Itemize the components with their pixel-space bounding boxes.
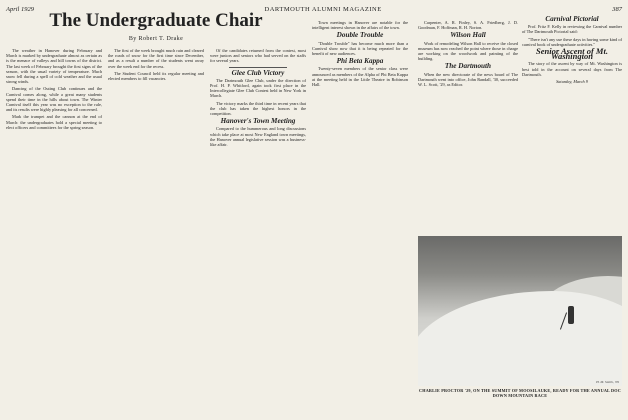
photo-caption: CHARLIE PROCTOR '29, ON THE SUMMIT OF MOOSILAUKE, READY FOR THE ANNUAL DOC DOWN MOUNTAIN RACE	[419, 388, 621, 398]
paragraph: The Student Council held its regular meeting and elected members to fill vacancies.	[108, 70, 204, 82]
paragraph: When the new directorate of the news board of The Dartmouth went into office, John Randall, '30, succeeded W. L. Scott, '29, as Editor.	[418, 71, 518, 88]
paragraph: Carpenter, A. R. Finley, S. A. Friedberg, J. D. Goodman, F. Hoffman, R. H. Norton.	[418, 20, 518, 31]
section-heading-town-meeting: Hanover's Town Meeting	[220, 117, 296, 126]
article-title: The Undergraduate Chair	[49, 10, 263, 31]
paragraph: The weather in Hanover during February and March is marked by undergraduate almost as certain as is the menace of valleys and hill towns of the district. The last week of February brought the first signs of the season, with the usual variety of temperature. Much snow fell during a spell of cold weather and the usual strong winds.	[6, 48, 102, 85]
column-3	[210, 48, 306, 149]
photo-credit: H. M. Smith, '09	[596, 380, 619, 384]
section-heading-senior-ascent: Senior Ascent of Mt. Washington	[536, 46, 608, 62]
paragraph: "There isn't any use these days in having some kind of carnival book of undergraduate activities."	[522, 36, 622, 47]
skier-photo	[418, 236, 622, 386]
column-4	[312, 20, 408, 89]
dateline: Saturday, March 9	[556, 79, 588, 85]
skier-figure	[568, 306, 574, 324]
paragraph: The first of the week brought much rain and cleared the roads of snow for the first time since December, and as a result a number of the students went away over the week end for the recess.	[108, 48, 204, 69]
paragraph: The victory marks the third time in recent years that the club has taken the highest honors in the competition.	[210, 100, 306, 117]
paragraph: Of the candidates returned from the contest, most were juniors and seniors who had served on the staffs for several years.	[210, 48, 306, 64]
page-number: 387	[612, 6, 622, 13]
section-heading-glee-club: Glee Club Victory	[231, 68, 285, 77]
column-5	[418, 20, 518, 89]
section-heading-wilson-hall: Wilson Hall	[450, 31, 486, 40]
paragraph: "Double Trouble" has become much more than a Carnival show now that it is being repeated for the benefit of new audiences.	[312, 40, 408, 57]
paragraph: Work of remodeling Wilson Hall to receive the closed museum has now reached the point where those in charge are working on the woodwork and painting of the building.	[418, 40, 518, 62]
section-heading-phi-beta-kappa: Phi Beta Kappa	[336, 57, 384, 66]
magazine-name: DARTMOUTH ALUMNI MAGAZINE	[264, 6, 382, 13]
section-heading-the-dartmouth: The Dartmouth	[444, 62, 492, 71]
paragraph: The Dartmouth Glee Club, under the direction of Prof. H. P. Whitford, again took first place in the Intercollegiate Glee Club Contest held in New York in March.	[210, 77, 306, 99]
paragraph: The story of the ascent by way of Mt. Washington is best told in the account on several days from The Dartmouth.	[522, 61, 622, 77]
column-6	[522, 14, 622, 86]
paragraph: Twenty-seven members of the senior class were announced as members of the Alpha of Phi Beta Kappa at the meeting held in the Little Theatre in Robinson Hall.	[312, 66, 408, 88]
section-heading-carnival-pictorial: Carnival Pictorial	[545, 15, 599, 23]
section-heading-double-trouble: Double Trouble	[336, 31, 384, 40]
column-1	[6, 48, 102, 132]
paragraph: Prof. Fritz F. Kelly in reviewing the Carnival number of The Dartmouth Pictorial said:	[522, 24, 622, 35]
column-2	[108, 48, 204, 83]
snow-slope	[418, 291, 622, 386]
paragraph: Town meetings in Hanover are notable for the intelligent interest shown in the affairs of the town.	[312, 20, 408, 31]
paragraph: Dancing of the Outing Club continues and the Carnival comes along, while a great many students spend their time in the hills about town. The Winter Carnival itself this year was no exception to the rule, and its results were highly pleasing for all concerned.	[6, 86, 102, 113]
divider	[229, 67, 287, 68]
issue-date: April 1929	[6, 6, 34, 13]
byline: By Robert T. Drake	[128, 36, 184, 42]
paragraph: Compared to the hummerous and long discussions which take place at most New England town meetings, the Hanover annual legislative session was a business-like affair.	[210, 126, 306, 148]
paragraph: Mark the trumpet and the cannon at the end of March: the undergraduates hold a special meeting to elect officers and committees for the spring season.	[6, 114, 102, 130]
